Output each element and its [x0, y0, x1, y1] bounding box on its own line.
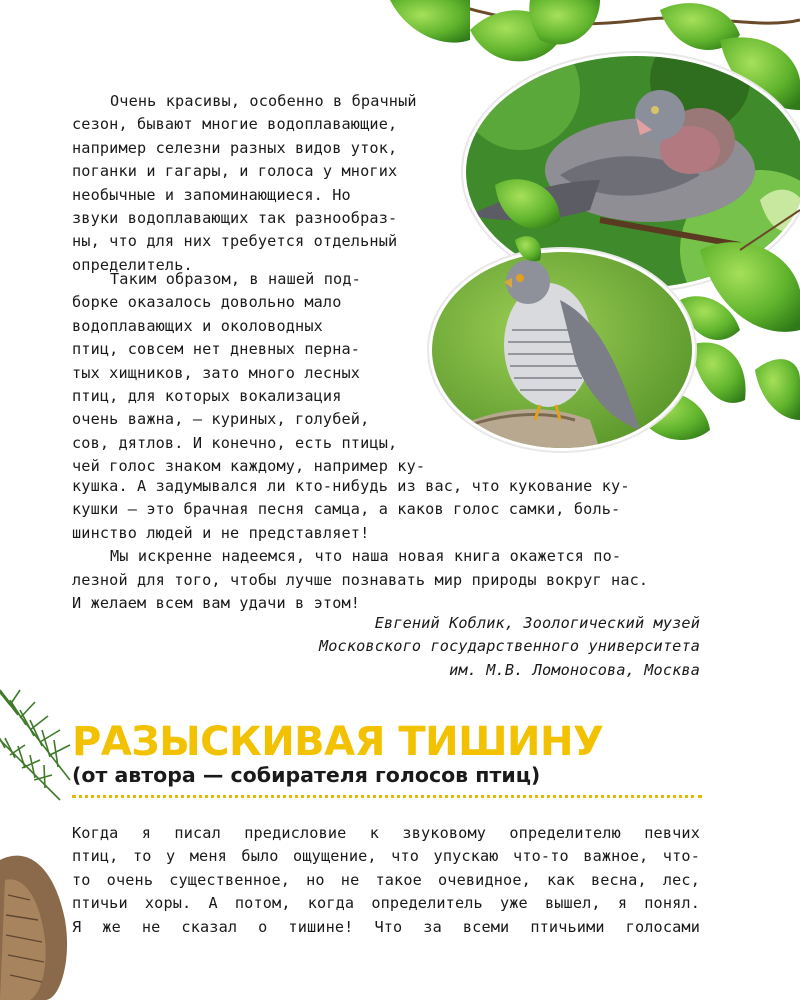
text-line: И желаем всем вам удачи в этом!	[72, 593, 361, 612]
birch-leaves-right	[630, 210, 800, 440]
text-line: очень важна, — куриных, голубей,	[72, 410, 370, 429]
text-line: лезной для того, чтобы лучше познавать мир природы вокруг нас.	[72, 570, 649, 589]
text-line: звуки водоплавающих так разнообраз-	[72, 208, 398, 227]
text-line: Очень красивы, особенно в брачный	[110, 92, 417, 110]
text-line: кушка. А задумывался ли кто-нибудь из вас, что кукование ку-	[72, 477, 630, 495]
text-line: чей голос знаком каждому, например ку-	[72, 457, 426, 476]
cuckoo-photo	[428, 248, 700, 452]
pine-branch	[0, 680, 70, 800]
wood-pigeon-photo	[460, 30, 800, 330]
text-line: то очень существенное, но не такое очевидное, как весна, лес,	[72, 870, 700, 889]
text-line: кушки — это брачная песня самца, а каков голос самки, боль-	[72, 500, 621, 519]
signature-line: им. М.В. Ломоносова, Москва	[449, 660, 700, 679]
text-line: водоплавающих и околоводных	[72, 316, 323, 335]
text-line: определитель.	[72, 255, 193, 274]
text-line: Когда я писал предисловие к звуковому определителю певчих	[72, 824, 700, 842]
text-line: птиц, совсем нет дневных перна-	[72, 340, 361, 359]
text-line: тых хищников, зато много лесных	[72, 363, 361, 382]
section-subtitle: (от автора — собирателя голосов птиц)	[72, 763, 541, 787]
birch-leaves-top	[390, 0, 800, 110]
text-line: сезон, бывают многие водоплавающие,	[72, 115, 398, 134]
text-line: Таким образом, в нашей под-	[110, 270, 361, 288]
text-line: ны, что для них требуется отдельный	[72, 232, 398, 251]
intro-paragraph-1	[72, 90, 417, 277]
section-body	[72, 822, 700, 939]
section-title: РАЗЫСКИВАЯ ТИШИНУ	[72, 719, 604, 765]
text-line: птичьи хоры. А потом, когда определитель уже вышел, я понял.	[72, 894, 700, 913]
text-line: птиц, то у меня было ощущение, что упускаю что-то важное, что-	[72, 847, 700, 866]
text-line: птиц, для которых вокализация	[72, 386, 342, 405]
text-line: борке оказалось довольно мало	[72, 293, 342, 312]
owl-photo	[0, 856, 67, 1000]
text-line: необычные и запоминающиеся. Но	[72, 185, 351, 204]
signature-line: Евгений Коблик, Зоологический музей	[374, 614, 700, 632]
intro-paragraph-2	[72, 268, 425, 479]
text-line: Я же не сказал о тишине! Что за всеми птичьими голосами	[72, 917, 700, 936]
text-line: поганки и гагары, и голоса у многих	[72, 162, 398, 181]
intro-paragraph-3	[72, 475, 702, 615]
text-line: сов, дятлов. И конечно, есть птицы,	[72, 433, 398, 452]
author-signature	[319, 612, 700, 682]
text-line: Мы искренне надеемся, что наша новая книга окажется по-	[110, 547, 622, 566]
signature-line: Московского государственного университета	[318, 637, 700, 656]
text-line: например селезни разных видов уток,	[72, 138, 398, 157]
dotted-divider	[72, 795, 702, 798]
birch-leaves-middle	[495, 179, 560, 261]
text-line: шинство людей и не представляет!	[72, 523, 370, 542]
